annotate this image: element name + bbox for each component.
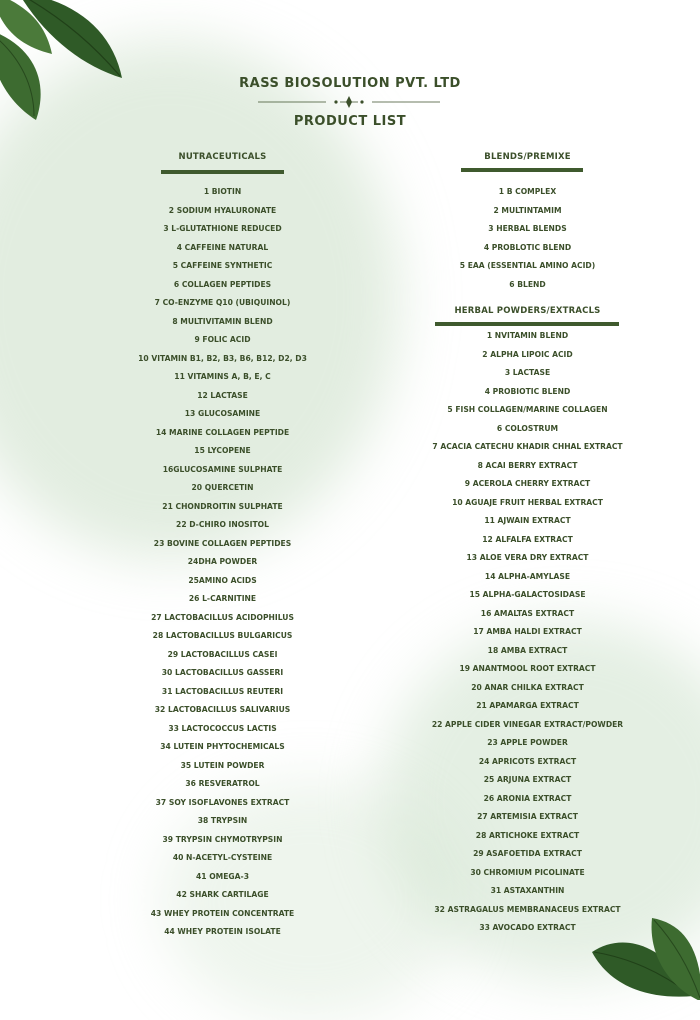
list-item: 20 QUERCETIN xyxy=(191,483,254,492)
list-item: 8 MULTIVITAMIN BLEND xyxy=(172,316,273,326)
list-item: 25 ARJUNA EXTRACT xyxy=(483,775,572,784)
list-item: 6 BLEND xyxy=(509,279,546,289)
list-item: 41 OMEGA-3 xyxy=(196,871,249,881)
list-item: 6 COLOSTRUM xyxy=(496,423,559,433)
list-item: 5 EAA (ESSENTIAL AMINO ACID) xyxy=(459,261,596,270)
list-item: 2 ALPHA LIPOIC ACID xyxy=(482,349,573,359)
list-item: 1 NVITAMIN BLEND xyxy=(486,331,569,340)
list-item: 36 RESVERATROL xyxy=(185,779,260,788)
list-item: 27 LACTOBACILLUS ACIDOPHILUS xyxy=(151,612,294,622)
list-item: 31 ASTAXANTHIN xyxy=(490,886,565,895)
list-item: 23 BOVINE COLLAGEN PEPTIDES xyxy=(153,538,292,548)
list-item: 9 FOLIC ACID xyxy=(194,335,251,344)
list-item: 8 ACAI BERRY EXTRACT xyxy=(477,460,578,470)
list-item: 13 GLUCOSAMINE xyxy=(184,409,261,418)
ornament-divider-icon xyxy=(258,95,440,109)
list-item: 14 MARINE COLLAGEN PEPTIDE xyxy=(155,427,290,437)
list-item: 2 MULTINTAMIM xyxy=(493,205,562,215)
list-item: 25AMINO ACIDS xyxy=(188,575,257,585)
list-item: 26 ARONIA EXTRACT xyxy=(483,793,572,803)
list-item: 12 LACTASE xyxy=(197,390,248,400)
nutraceuticals-heading: NUTRACEUTICALS xyxy=(178,152,267,162)
company-title: RASS BIOSOLUTION PVT. LTD xyxy=(239,76,461,91)
product-list-title: PRODUCT LIST xyxy=(293,114,407,129)
blends-underline xyxy=(461,168,583,172)
leaves-top-left-icon xyxy=(0,0,130,120)
list-item: 39 TRYPSIN CHYMOTRYPSIN xyxy=(162,834,283,844)
list-item: 10 AGUAJE FRUIT HERBAL EXTRACT xyxy=(452,497,603,507)
list-item: 12 ALFALFA EXTRACT xyxy=(482,534,573,544)
list-item: 11 AJWAIN EXTRACT xyxy=(484,516,571,525)
list-item: 26 L-CARNITINE xyxy=(188,594,257,603)
list-item: 24 APRICOTS EXTRACT xyxy=(478,756,577,766)
list-item: 4 CAFFEINE NATURAL xyxy=(176,242,269,252)
list-item: 29 ASAFOETIDA EXTRACT xyxy=(473,849,582,858)
list-item: 21 APAMARGA EXTRACT xyxy=(476,701,579,710)
list-item: 22 APPLE CIDER VINEGAR EXTRACT/POWDER xyxy=(431,719,624,729)
list-item: 15 ALPHA-GALACTOSIDASE xyxy=(469,590,586,599)
list-item: 14 ALPHA-AMYLASE xyxy=(484,571,571,581)
list-item: 9 ACEROLA CHERRY EXTRACT xyxy=(464,479,591,488)
list-item: 5 CAFFEINE SYNTHETIC xyxy=(172,261,273,270)
list-item: 40 N-ACETYL-CYSTEINE xyxy=(172,853,273,862)
list-item: 4 PROBLOTIC BLEND xyxy=(483,242,572,252)
list-item: 21 CHONDROITIN SULPHATE xyxy=(162,501,283,511)
list-item: 30 LACTOBACILLUS GASSERI xyxy=(161,668,284,677)
list-item: 2 SODIUM HYALURONATE xyxy=(168,205,277,215)
list-item: 3 HERBAL BLENDS xyxy=(488,224,567,233)
list-item: 30 CHROMIUM PICOLINATE xyxy=(470,867,585,877)
herbal-heading: HERBAL POWDERS/EXTRACLS xyxy=(454,306,601,316)
list-item: 34 LUTEIN PHYTOCHEMICALS xyxy=(160,742,285,751)
list-item: 37 SOY ISOFLAVONES EXTRACT xyxy=(155,797,290,807)
blends-heading: BLENDS/PREMIXE xyxy=(484,152,571,162)
list-item: 31 LACTOBACILLUS REUTERI xyxy=(161,686,284,696)
list-item: 3 L-GLUTATHIONE REDUCED xyxy=(163,224,282,233)
list-item: 15 LYCOPENE xyxy=(194,446,251,455)
list-item: 6 COLLAGEN PEPTIDES xyxy=(173,279,272,289)
list-item: 28 ARTICHOKE EXTRACT xyxy=(475,830,580,840)
list-item: 1 B COMPLEX xyxy=(498,187,557,196)
blends-list xyxy=(410,183,645,294)
list-item: 10 VITAMIN B1, B2, B3, B6, B12, D2, D3 xyxy=(138,353,307,363)
list-item: 32 ASTRAGALUS MEMBRANACEUS EXTRACT xyxy=(434,904,621,914)
list-item: 17 AMBA HALDI EXTRACT xyxy=(473,627,582,636)
list-item: 33 AVOCADO EXTRACT xyxy=(479,923,576,932)
list-item: 3 LACTASE xyxy=(504,368,551,377)
herbal-underline xyxy=(435,322,619,326)
list-item: 24DHA POWDER xyxy=(187,557,258,566)
nutraceuticals-list xyxy=(110,183,335,942)
list-item: 16GLUCOSAMINE SULPHATE xyxy=(162,464,283,474)
list-item: 13 ALOE VERA DRY EXTRACT xyxy=(466,553,589,562)
list-item: 27 ARTEMISIA EXTRACT xyxy=(477,812,578,821)
list-item: 7 CO-ENZYME Q10 (UBIQUINOL) xyxy=(154,298,291,307)
list-item: 28 LACTOBACILLUS BULGARICUS xyxy=(152,631,293,640)
list-item: 1 BIOTIN xyxy=(203,187,242,196)
list-item: 32 LACTOBACILLUS SALIVARIUS xyxy=(154,705,291,714)
list-item: 22 D-CHIRO INOSITOL xyxy=(176,520,269,529)
nutraceuticals-underline xyxy=(161,170,284,174)
list-item: 5 FISH COLLAGEN/MARINE COLLAGEN xyxy=(447,405,608,414)
list-item: 18 AMBA EXTRACT xyxy=(487,645,568,655)
list-item: 43 WHEY PROTEIN CONCENTRATE xyxy=(150,908,295,918)
list-item: 42 SHARK CARTILAGE xyxy=(176,890,269,899)
list-item: 4 PROBIOTIC BLEND xyxy=(484,386,571,396)
list-item: 23 APPLE POWDER xyxy=(487,738,568,747)
list-item: 11 VITAMINS A, B, E, C xyxy=(174,372,271,381)
herbal-list xyxy=(410,327,645,938)
list-item: 16 AMALTAS EXTRACT xyxy=(480,608,575,618)
list-item: 29 LACTOBACILLUS CASEI xyxy=(167,649,278,659)
list-item: 38 TRYPSIN xyxy=(197,816,248,825)
list-item: 44 WHEY PROTEIN ISOLATE xyxy=(164,927,281,936)
list-item: 33 LACTOCOCCUS LACTIS xyxy=(168,723,277,733)
list-item: 7 ACACIA CATECHU KHADIR CHHAL EXTRACT xyxy=(432,442,623,451)
list-item: 20 ANAR CHILKA EXTRACT xyxy=(471,682,584,692)
list-item: 19 ANANTMOOL ROOT EXTRACT xyxy=(459,664,596,673)
list-item: 35 LUTEIN POWDER xyxy=(180,760,265,770)
